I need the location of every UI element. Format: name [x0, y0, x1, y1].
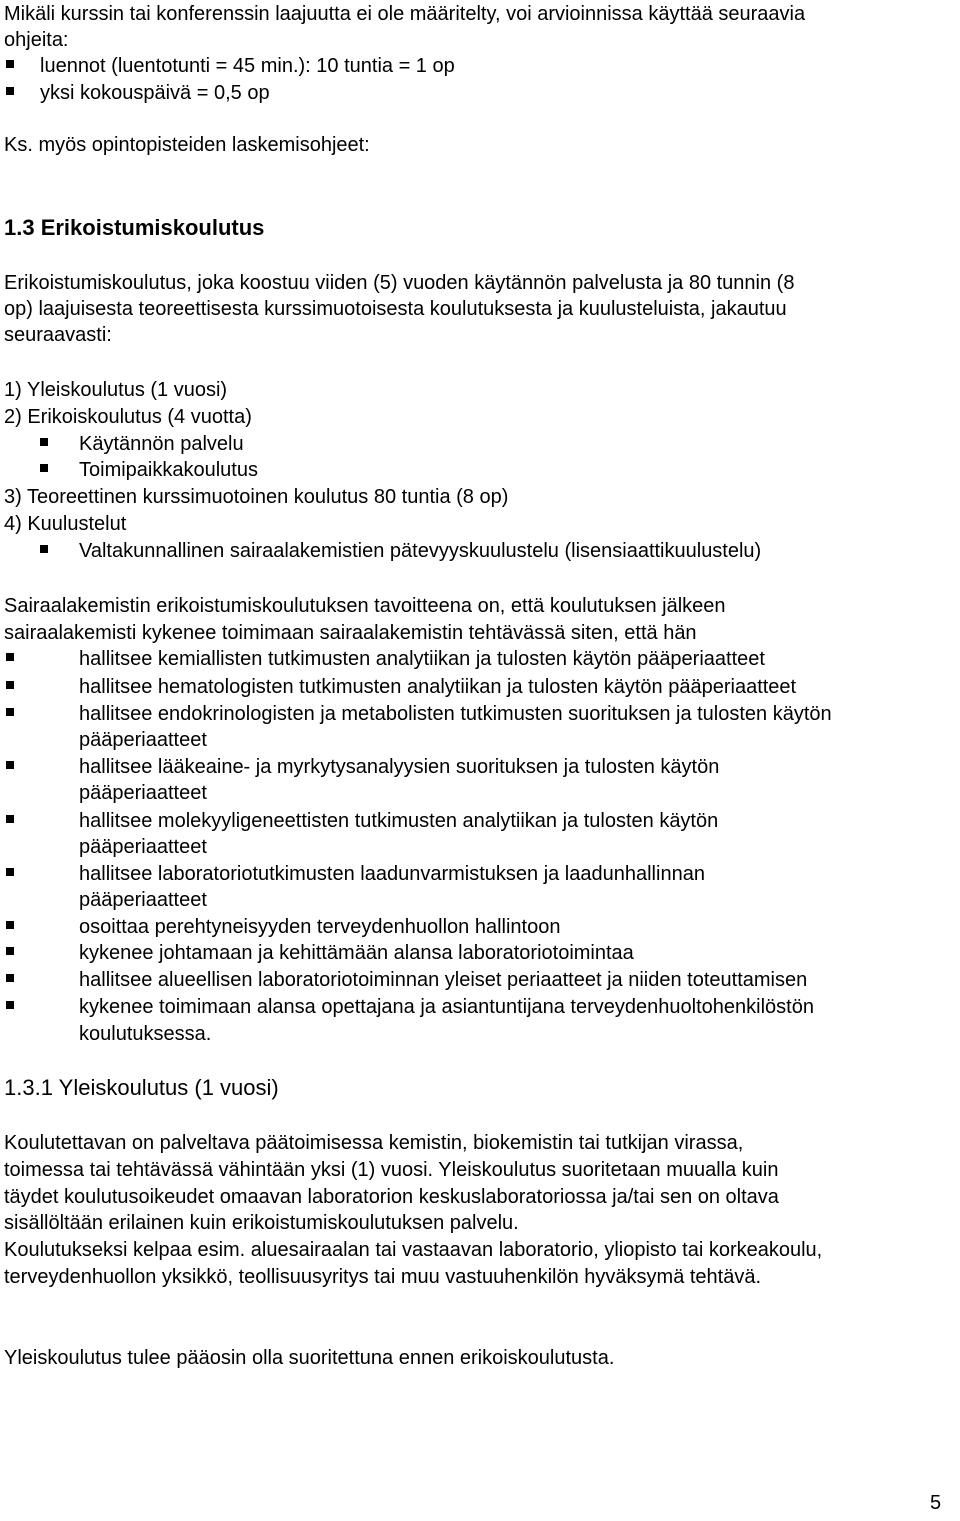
section-1-3-1-para-line: Koulutukseksi kelpaa esim. aluesairaalan tai vastaavan laboratorio, yliopisto tai korkeakoulu,: [4, 1239, 823, 1261]
bullet-icon: [6, 815, 14, 823]
section-1-3-1-para-line: sisällöltään erilainen kuin erikoistumiskoulutuksen palvelu.: [4, 1212, 519, 1234]
list-item-teoreettinen-koulutus: 3) Teoreettinen kurssimuotoinen koulutus 80 tuntia (8 op): [4, 486, 509, 508]
goal-item: osoittaa perehtyneisyyden terveydenhuollon hallintoon: [79, 916, 561, 938]
intro-bullet-2: yksi kokouspäivä = 0,5 op: [40, 82, 270, 104]
goal-item: hallitsee molekyyligeneettisten tutkimusten analytiikan ja tulosten käytön: [79, 810, 719, 832]
goal-item: hallitsee laboratoriotutkimusten laadunvarmistuksen ja laadunhallinnan: [79, 863, 705, 885]
intro-bullet-1: luennot (luentotunti = 45 min.): 10 tuntia = 1 op: [40, 55, 455, 77]
section-1-3-para-line: seuraavasti:: [4, 324, 112, 346]
goal-item-continued: pääperiaatteet: [79, 729, 207, 751]
goal-item-continued: pääperiaatteet: [79, 889, 207, 911]
closing-line: Yleiskoulutus tulee pääosin olla suoritettuna ennen erikoiskoulutusta.: [4, 1347, 615, 1369]
section-1-3-para-line: Erikoistumiskoulutus, joka koostuu viiden (5) vuoden käytännön palvelusta ja 80 tunnin (8: [4, 272, 795, 294]
bullet-icon: [6, 868, 14, 876]
section-1-3-1-para-line: toimessa tai tehtävässä vähintään yksi (1) vuosi. Yleiskoulutus suoritetaan muualla kuin: [4, 1159, 779, 1181]
goal-item: kykenee johtamaan ja kehittämään alansa laboratoriotoimintaa: [79, 942, 634, 964]
bullet-icon: [6, 921, 14, 929]
bullet-icon: [6, 87, 14, 95]
sub-item-patevyyskuulustelu: Valtakunnallinen sairaalakemistien pätevyyskuulustelu (lisensiaattikuulustelu): [79, 540, 762, 562]
bullet-icon: [6, 761, 14, 769]
goal-item: hallitsee alueellisen laboratoriotoiminnan yleiset periaatteet ja niiden toteuttamisen: [79, 969, 808, 991]
bullet-icon: [6, 708, 14, 716]
bullet-icon: [6, 60, 14, 68]
see-also-line: Ks. myös opintopisteiden laskemisohjeet:: [4, 134, 370, 156]
goal-item-continued: pääperiaatteet: [79, 836, 207, 858]
sub-item-toimipaikkakoulutus: Toimipaikkakoulutus: [79, 459, 258, 481]
list-item-yleiskoulutus: 1) Yleiskoulutus (1 vuosi): [4, 379, 228, 401]
intro-line-2: ohjeita:: [4, 29, 69, 51]
goal-intro-line: sairaalakemisti kykenee toimimaan sairaalakemistin tehtävässä siten, että hän: [4, 622, 697, 644]
list-item-erikoiskoulutus: 2) Erikoiskoulutus (4 vuotta): [4, 406, 252, 428]
section-1-3-1-para-line: täydet koulutusoikeudet omaavan laboratorion keskuslaboratoriossa ja/tai sen on oltava: [4, 1186, 779, 1208]
goal-item: hallitsee endokrinologisten ja metabolisten tutkimusten suorituksen ja tulosten käytön: [79, 703, 832, 725]
goal-item: kykenee toimimaan alansa opettajana ja asiantuntijana terveydenhuoltohenkilöstön: [79, 996, 814, 1018]
bullet-icon: [6, 947, 14, 955]
section-heading-1-3: 1.3 Erikoistumiskoulutus: [4, 215, 265, 240]
bullet-icon: [6, 681, 14, 689]
bullet-icon: [40, 464, 48, 472]
section-heading-1-3-1: 1.3.1 Yleiskoulutus (1 vuosi): [4, 1075, 279, 1100]
section-1-3-1-para-line: terveydenhuollon yksikkö, teollisuusyritys tai muu vastuuhenkilön hyväksymä tehtävä.: [4, 1266, 762, 1288]
bullet-icon: [6, 653, 14, 661]
goal-intro-line: Sairaalakemistin erikoistumiskoulutuksen tavoitteena on, että koulutuksen jälkeen: [4, 595, 726, 617]
list-item-kuulustelut: 4) Kuulustelut: [4, 513, 127, 535]
sub-item-kaytannon-palvelu: Käytännön palvelu: [79, 433, 244, 455]
intro-line-1: Mikäli kurssin tai konferenssin laajuutta ei ole määritelty, voi arvioinnissa käyttää seuraavia: [4, 3, 806, 25]
goal-item-continued: pääperiaatteet: [79, 782, 207, 804]
section-1-3-para-line: op) laajuisesta teoreettisesta kurssimuotoisesta koulutuksesta ja kuulusteluista, jakautuu: [4, 298, 787, 320]
page-number: 5: [930, 1492, 942, 1514]
section-1-3-1-para-line: Koulutettavan on palveltava päätoimisessa kemistin, biokemistin tai tutkijan virassa,: [4, 1132, 744, 1154]
bullet-icon: [6, 1001, 14, 1009]
bullet-icon: [40, 545, 48, 553]
bullet-icon: [6, 974, 14, 982]
goal-item: hallitsee hematologisten tutkimusten analytiikan ja tulosten käytön pääperiaatteet: [79, 676, 797, 698]
goal-item: hallitsee kemiallisten tutkimusten analytiikan ja tulosten käytön pääperiaatteet: [79, 648, 765, 670]
goal-item-continued: koulutuksessa.: [79, 1023, 212, 1045]
bullet-icon: [40, 438, 48, 446]
goal-item: hallitsee lääkeaine- ja myrkytysanalyysien suorituksen ja tulosten käytön: [79, 756, 720, 778]
